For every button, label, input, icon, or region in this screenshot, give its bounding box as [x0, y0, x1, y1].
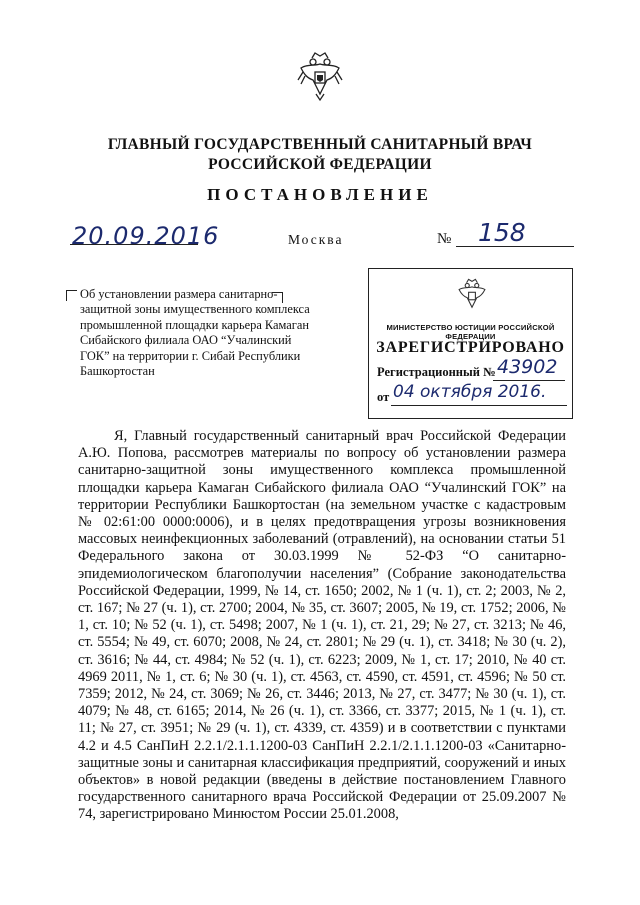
coat-of-arms-icon — [295, 50, 345, 102]
subject-bracket-left — [66, 290, 77, 301]
stamp-date-underline — [391, 405, 567, 406]
date-underline — [70, 244, 198, 245]
stamp-ministry: МИНИСТЕРСТВО ЮСТИЦИИ РОССИЙСКОЙ ФЕДЕРАЦИИ — [386, 323, 555, 341]
issuer-title-line1: ГЛАВНЫЙ ГОСУДАРСТВЕННЫЙ САНИТАРНЫЙ ВРАЧ — [107, 136, 533, 153]
stamp-number-underline — [493, 380, 565, 381]
decree-subject: Об установлении размера санитарно-защитной зоны имущественного комплекса промышленной площадки карьера Камаган Сибайского филиала ОАО “Учалинский ГОК” на территории г. Сибай Республики Башкортостан — [80, 287, 310, 379]
city: Москва — [288, 232, 344, 247]
document-type-title: ПОСТАНОВЛЕНИЕ — [207, 185, 433, 204]
number-underline — [456, 246, 574, 247]
stamp-number-label: Регистрационный № — [377, 365, 496, 379]
body-paragraph: Я, Главный государственный санитарный врач Российской Федерации А.Ю. Попова, рассмотрев материалы по вопросу об установлении размера санитарно-защитной зоны имущественного комплекса промышленной площадки карьера Камаган Сибайского филиала ОАО “Учалинский ГОК” на территории Республики Башкортостан (на земельном участке с кадастровым № 02:61:00 0000:0006), и в целях предотвращения угрозы возникновения массовых неинфекционных заболеваний (отравлений), на основании статьи 51 Федерального закона от 30.03.1999 № 52-ФЗ “О санитарно-эпидемиологическом благополучии населения” (Собрание законодательства Российской Федерации, 1999, № 14, ст. 1650; 2002, № 1 (ч. 1), ст. 2; 2003, № 2, ст. 167; № 27 (ч. 1), ст. 2700; 2004, № 35, ст. 3607; 2005, № 19, ст. 1752; 2006, № 1, ст. 10; № 52 (ч. 1), ст. 5498; 2007, № 1 (ч. 1), ст. 21, 29; № 27, ст. 3213; № 46, ст. 5554; № 49, ст. 6070; 2008, № 24, ст. 2801; № 29 (ч. 1), ст. 3418; № 30 (ч. 2), ст. 3616; № 44, ст. 4984; № 52 (ч. 1), ст. 6223; 2009, № 1, ст. 17; 2010, № 40 ст. 4969 2011, № 1, ст. 6; № 30 (ч. 1), ст. 4563, ст. 4590, ст. 4591, ст. 4596; № 50 ст. 7359; 2012, № 24, ст. 3069; № 26, ст. 3446; 2013, № 27, ст. 3477; № 30 (ч. 1), ст. 4079; № 48, ст. 6165; 2014, № 26 (ч. 1), ст. 3366, ст. 3377; 2015, № 1 (ч. 1), ст. 11; № 27, ст. 3951; № 29 (ч. 1), ст. 4339, ст. 4359) и в соответствии с пунктами 4.2 и 4.5 СанПиН 2.2.1/2.1.1.1200-03 СанПиН 2.2.1/2.1.1.1200-03 «Санитарно-защитные зоны и санитарная классификация предприятий, сооружений и иных объектов» в новой редакции (введены в действие постановлением Главного государственного санитарного врача Российской Федерации от 25.09.2007 № 74, зарегистрировано Минюстом России 25.01.2008, — [78, 428, 566, 823]
stamp-date-label: от — [377, 390, 390, 404]
number-label: № — [437, 231, 452, 247]
stamp-registration-date: 04 октября 2016. — [393, 382, 547, 402]
stamp-registration-number: 43902 — [497, 356, 558, 378]
issuer-title-line2: РОССИЙСКОЙ ФЕДЕРАЦИИ — [208, 156, 432, 173]
stamp-registered: ЗАРЕГИСТРИРОВАНО — [376, 339, 565, 356]
decree-number: 158 — [478, 218, 526, 247]
stamp-coat-of-arms-icon — [455, 277, 489, 313]
registration-stamp — [368, 268, 573, 419]
decree-date: 20.09.2016 — [72, 222, 220, 250]
